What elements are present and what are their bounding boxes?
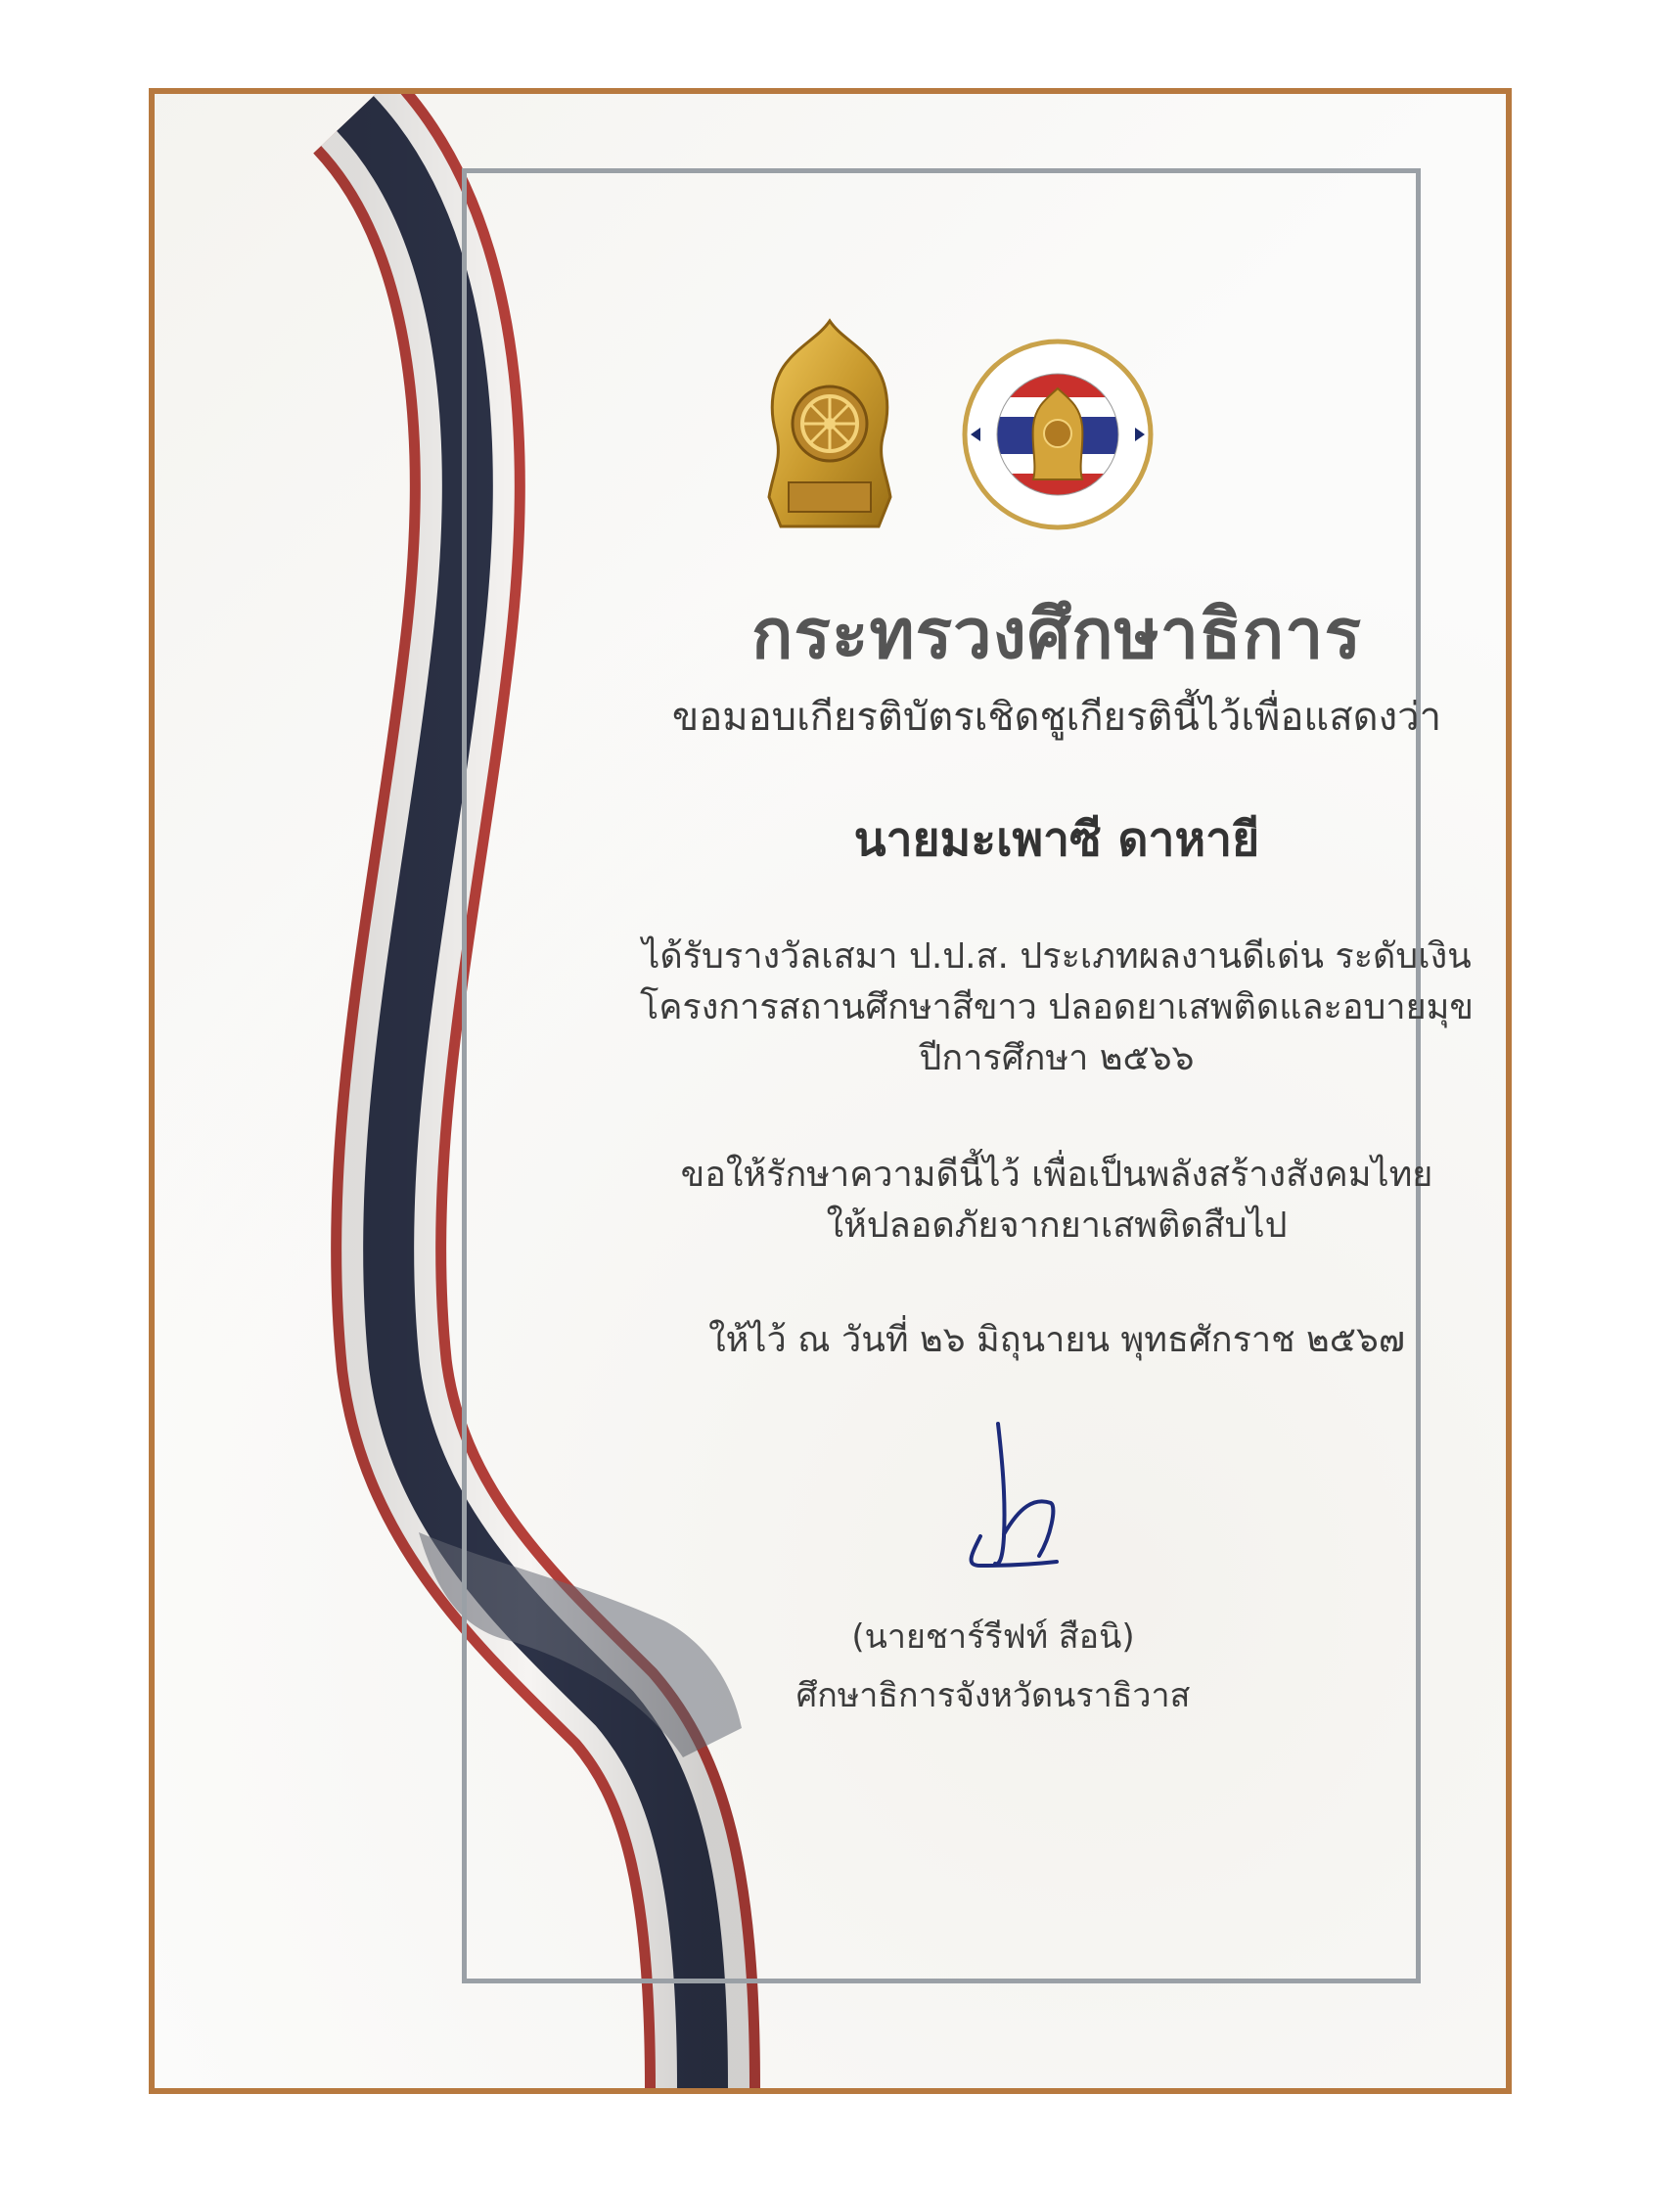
- presentation-line: ขอมอบเกียรติบัตรเชิดชูเกียรตินี้ไว้เพื่อแสดงว่า: [671, 695, 1442, 740]
- recipient-name: นายมะเพาซี ดาหายี: [853, 812, 1260, 867]
- award-text: [470, 932, 1644, 1084]
- signer-name: (นายชาร์รีฟท์ สือนิ): [851, 1617, 1135, 1657]
- white-school-seal-icon: [961, 338, 1155, 531]
- ministry-title: กระทรวงศึกษาธิการ: [750, 594, 1363, 674]
- wish-line: ขอให้รักษาความดีนี้ไว้ เพื่อเป็นพลังสร้างสังคมไทย: [680, 1155, 1433, 1195]
- award-line: โครงการสถานศึกษาสีขาว ปลอดยาเสพติดและอบายมุข: [639, 987, 1475, 1027]
- award-line: ได้รับรางวัลเสมา ป.ป.ส. ประเภทผลงานดีเด่น ระดับเงิน: [642, 936, 1472, 977]
- award-line: ปีการศึกษา ๒๕๖๖: [919, 1038, 1195, 1078]
- issue-date: ให้ไว้ ณ วันที่ ๒๖ มิถุนายน พุทธศักราช ๒๕๖๗: [708, 1320, 1405, 1360]
- ministry-emblem-icon: [761, 316, 898, 536]
- signer-position: ศึกษาธิการจังหวัดนราธิวาส: [795, 1676, 1191, 1715]
- signature: [941, 1419, 1078, 1575]
- wish-text: [470, 1150, 1644, 1252]
- wish-line: ให้ปลอดภัยจากยาเสพติดสืบไป: [826, 1206, 1288, 1246]
